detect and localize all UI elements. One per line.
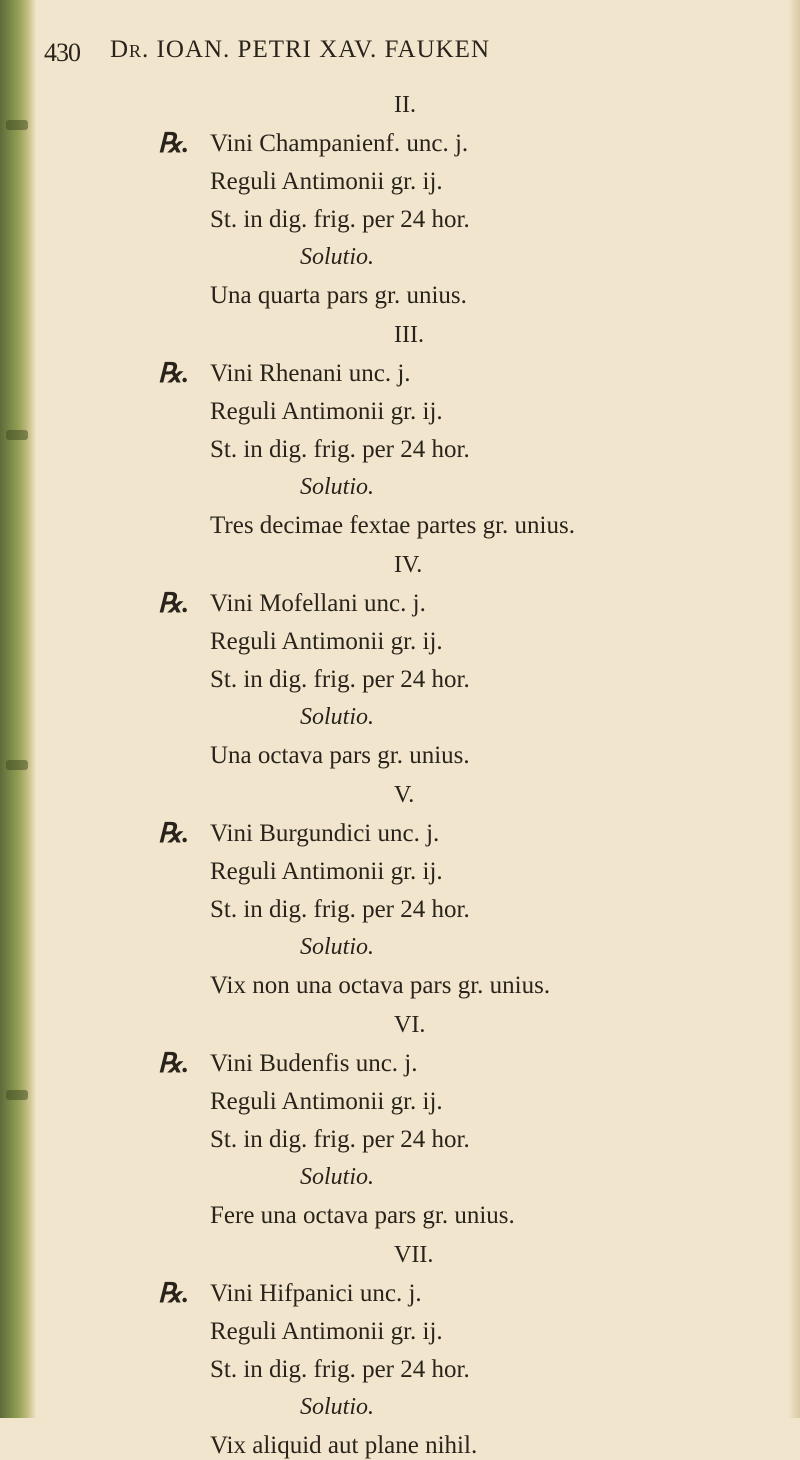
recipe-symbol: ℞. <box>158 1278 189 1308</box>
section-number: III. <box>394 322 424 348</box>
ingredient-line: St. in dig. frig. per 24 hor. <box>210 1356 470 1383</box>
ingredient-line: Reguli Antimonii gr. ij. <box>210 628 443 655</box>
solutio-label: Solutio. <box>300 934 375 960</box>
section-number: IV. <box>394 552 423 578</box>
book-binding-edge <box>0 0 36 1418</box>
ingredient-line: Reguli Antimonii gr. ij. <box>210 858 443 885</box>
ingredient-line: Vini Burgundici unc. j. <box>210 820 440 847</box>
section-number: II. <box>394 92 416 118</box>
ingredient-line: Reguli Antimonii gr. ij. <box>210 1088 443 1115</box>
binding-stain <box>6 760 28 770</box>
running-head: Dr. IOAN. PETRI XAV. FAUKEN <box>110 36 490 63</box>
ingredient-line: Vini Hifpanici unc. j. <box>210 1280 422 1307</box>
ingredient-line: Vini Champanienf. unc. j. <box>210 130 469 157</box>
ingredient-line: St. in dig. frig. per 24 hor. <box>210 436 470 463</box>
recipe-symbol: ℞. <box>158 358 189 388</box>
page-edge-shadow <box>788 0 800 1418</box>
ingredient-line: St. in dig. frig. per 24 hor. <box>210 1126 470 1153</box>
solutio-label: Solutio. <box>300 1164 375 1190</box>
solutio-label: Solutio. <box>300 474 375 500</box>
solutio-label: Solutio. <box>300 1394 375 1420</box>
recipe-symbol: ℞. <box>158 1048 189 1078</box>
result-line: Una quarta pars gr. unius. <box>210 282 467 309</box>
binding-stain <box>6 120 28 130</box>
result-line: Vix non una octava pars gr. unius. <box>210 972 551 999</box>
binding-stain <box>6 430 28 440</box>
section-number: VII. <box>394 1242 434 1268</box>
ingredient-line: St. in dig. frig. per 24 hor. <box>210 206 470 233</box>
result-line: Vix aliquid aut plane nihil. <box>210 1432 478 1459</box>
result-line: Una octava pars gr. unius. <box>210 742 470 769</box>
ingredient-line: Reguli Antimonii gr. ij. <box>210 1318 443 1345</box>
section-number: VI. <box>394 1012 426 1038</box>
section-number: V. <box>394 782 415 808</box>
ingredient-line: Reguli Antimonii gr. ij. <box>210 168 443 195</box>
ingredient-line: Vini Budenfis unc. j. <box>210 1050 418 1077</box>
ingredient-line: Vini Rhenani unc. j. <box>210 360 411 387</box>
solutio-label: Solutio. <box>300 704 375 730</box>
ingredient-line: St. in dig. frig. per 24 hor. <box>210 666 470 693</box>
binding-stain <box>6 1090 28 1100</box>
solutio-label: Solutio. <box>300 244 375 270</box>
recipe-symbol: ℞. <box>158 588 189 618</box>
ingredient-line: St. in dig. frig. per 24 hor. <box>210 896 470 923</box>
result-line: Fere una octava pars gr. unius. <box>210 1202 515 1229</box>
ingredient-line: Vini Mofellani unc. j. <box>210 590 426 617</box>
recipe-symbol: ℞. <box>158 818 189 848</box>
page-number: 430 <box>44 38 80 67</box>
ingredient-line: Reguli Antimonii gr. ij. <box>210 398 443 425</box>
result-line: Tres decimae fextae partes gr. unius. <box>210 512 575 539</box>
recipe-symbol: ℞. <box>158 128 189 158</box>
